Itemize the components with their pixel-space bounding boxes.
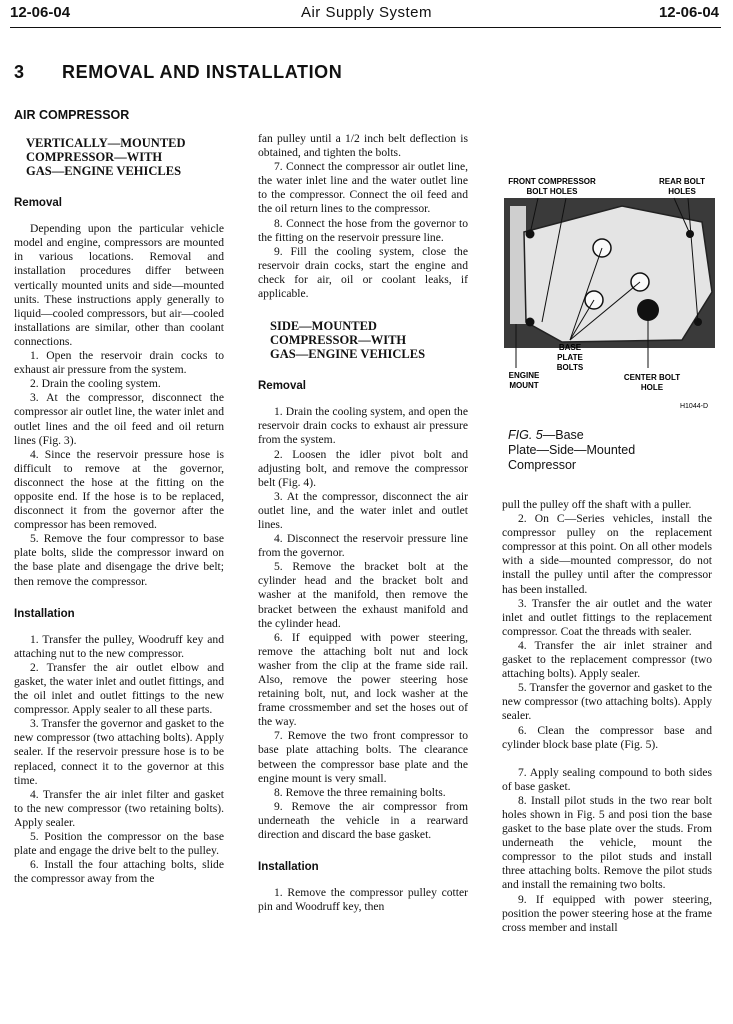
label-engine-mount-1: ENGINE [508, 371, 540, 380]
label-front-holes-1: FRONT COMPRESSOR [508, 177, 596, 186]
column-1 [14, 108, 224, 886]
subsection-heading: AIR COMPRESSOR [14, 108, 130, 122]
step: 7. Connect the compressor air outlet line, the water inlet line and the water outlet line to the compressor. Connect the oil feed and the oil return lines to the compressor. [258, 160, 468, 216]
page-number-right: 12-06-04 [658, 4, 719, 21]
label-front-holes-2: BOLT HOLES [526, 187, 578, 196]
figure-number: FIG. 5 [508, 428, 543, 442]
running-title: Air Supply System [300, 4, 433, 21]
step: 6. Clean the compressor base and cylinder block base plate (Fig. 5). [502, 723, 712, 751]
step: 6. If equipped with power steering, remove the attaching bolt nut and lock washer from the clip at the frame side rail. Also, remove the power steering hose retaining bolt, nut, and lock washer at the frame crossmember and set the hoses out of the way. [258, 630, 468, 729]
column-3 [502, 498, 712, 935]
step: 5. Remove the bracket bolt at the cylinder head and the bracket bolt and washer at the manifold, then remove the bracket between the exhaust manifold and the cylinder head. [258, 560, 468, 630]
figure-code: H1044-D [679, 403, 709, 410]
step: 4. Since the reservoir pressure hose is difficult to remove at the governor, disconnect the hose at the fitting on the opposite end. If the hose is to be replaced, disconnect it from the governor after the compressor has been removed. [14, 447, 224, 532]
paragraph: Depending upon the particular vehicle model and engine, compressors are mounted in various locations. Removal and installation procedures differ between vertically mounted units and side—mounted units. These instructions apply generally to liquid—cooled compressors, but air—cooled installations are similar, other than coolant connections. [14, 222, 224, 348]
paragraph: pull the pulley off the shaft with a puller. [502, 498, 692, 511]
section-heading [14, 62, 342, 83]
step: 8. Remove the three remaining bolts. [274, 785, 446, 799]
step: 4. Disconnect the reservoir pressure line from the governor. [258, 532, 468, 560]
removal-heading: Removal [258, 380, 306, 393]
step: 2. Drain the cooling system. [30, 377, 161, 391]
header-rule [10, 27, 721, 28]
figure-caption-text: —Base Plate—Side—Mounted Compressor [508, 428, 636, 472]
section-title: REMOVAL AND INSTALLATION [62, 62, 343, 82]
front-bolt-hole [526, 318, 535, 327]
step: 9. Remove the air compressor from underneath the vehicle in a rearward direction and discard the base gasket. [258, 799, 468, 842]
label-rear-holes-1: REAR BOLT [658, 177, 706, 186]
step: 3. Transfer the governor and gasket to the new compressor (two attaching bolts). Apply sealer. If the reservoir pressure hose is to be replaced, connect it to the governor at this time. [14, 717, 224, 787]
step: 5. Position the compressor on the base plate and engage the drive belt to the pulley. [14, 830, 224, 858]
step: 4. Transfer the air inlet strainer and gasket to the replacement compressor (two attaching bolts). Apply sealer. [502, 638, 712, 681]
page-number-left: 12-06-04 [10, 4, 71, 21]
step: 1. Transfer the pulley, Woodruff key and attaching nut to the new compressor. [14, 632, 224, 660]
step: 8. Connect the hose from the governor to the fitting on the reservoir pressure line. [258, 216, 468, 244]
figure-5-photo [502, 172, 717, 412]
step: 4. Transfer the air inlet filter and gasket to the new compressor (two retaining bolts). Apply sealer. [14, 787, 224, 829]
label-base-plate-3: BOLTS [556, 363, 584, 372]
step: 5. Remove the four compressor to base plate bolts, slide the compressor inward on the base plate and disengage the drive belt; then remove the compressor. [14, 532, 224, 588]
engine-mount-bracket [510, 206, 526, 324]
step: 5. Transfer the governor and gasket to the new compressor (two attaching bolts). Apply sealer. [502, 681, 712, 723]
figure-caption [508, 428, 635, 473]
step: 9. Fill the cooling system, close the reservoir drain cocks, start the engine and check for air, oil or coolant leaks, if applicable. [258, 244, 468, 301]
installation-heading: Installation [14, 607, 75, 620]
installation-heading: Installation [258, 861, 319, 874]
step: 2. On C—Series vehicles, install the compressor pulley on the replacement compressor at this point. On all other models with a side—mounted compressor, do not install the pulley until after the compressor has been installed. [502, 512, 712, 596]
column-2 [258, 132, 468, 914]
step: 9. If equipped with power steering, position the power steering hose at the frame cross member and install [502, 892, 712, 934]
section-number: 3 [14, 62, 25, 82]
step: 7. Apply sealing compound to both sides of base gasket. [502, 765, 712, 793]
spacer [502, 752, 712, 766]
vertical-mount-heading: VERTICALLY—MOUNTED COMPRESSOR—WITH GAS—ENGINE VEHICLES [26, 136, 186, 179]
label-engine-mount-2: MOUNT [509, 381, 539, 390]
base-plate [524, 206, 712, 342]
step: 6. Install the four attaching bolts, slide the compressor away from the [14, 858, 224, 886]
step: 3. At the compressor, disconnect the compressor air outlet line, the water inlet and outlet lines and the oil feed and oil return lines (Fig. 3). [14, 391, 224, 447]
label-center-hole-1: CENTER BOLT [623, 373, 681, 382]
step: 2. Loosen the idler pivot bolt and adjusting bolt, and remove the compressor belt (Fig. 4). [258, 447, 468, 489]
label-base-plate-1: BASE [558, 343, 582, 352]
removal-heading: Removal [14, 197, 62, 210]
label-center-hole-2: HOLE [640, 383, 664, 392]
label-base-plate-2: PLATE [557, 353, 583, 362]
paragraph: fan pulley until a 1/2 inch belt deflection is obtained, and tighten the bolts. [258, 132, 468, 160]
step: 7. Remove the two front compressor to base plate attaching bolts. The clearance between the compressor base plate and the engine mount is very small. [258, 729, 468, 785]
step: 1. Drain the cooling system, and open the reservoir drain cocks to exhaust air pressure from the system. [258, 405, 468, 447]
step: 3. At the compressor, disconnect the air outlet line, and the water inlet and outlet lines. [258, 489, 468, 531]
side-mount-heading: SIDE—MOUNTED COMPRESSOR—WITH GAS—ENGINE VEHICLES [270, 319, 426, 362]
step: 8. Install pilot studs in the two rear bolt holes shown in Fig. 5 and posi tion the base gasket to the base plate over the studs. From underneath the vehicle, mount the compressor to the pilot studs and install three attaching bolts. Remove the pilot studs and install the remaining two bolts. [502, 793, 712, 892]
label-rear-holes-2: HOLES [668, 187, 696, 196]
step: 3. Transfer the air outlet and the water inlet and outlet fittings to the replacement compressor. Coat the threads with sealer. [502, 596, 712, 638]
step: 2. Transfer the air outlet elbow and gasket, the water inlet and outlet fittings, and the oil inlet and outlet fittings to the new compressor. Apply sealer to all these parts. [14, 660, 224, 717]
step: 1. Remove the compressor pulley cotter pin and Woodruff key, then [258, 886, 468, 914]
step: 1. Open the reservoir drain cocks to exhaust air pressure from the system. [14, 349, 224, 377]
